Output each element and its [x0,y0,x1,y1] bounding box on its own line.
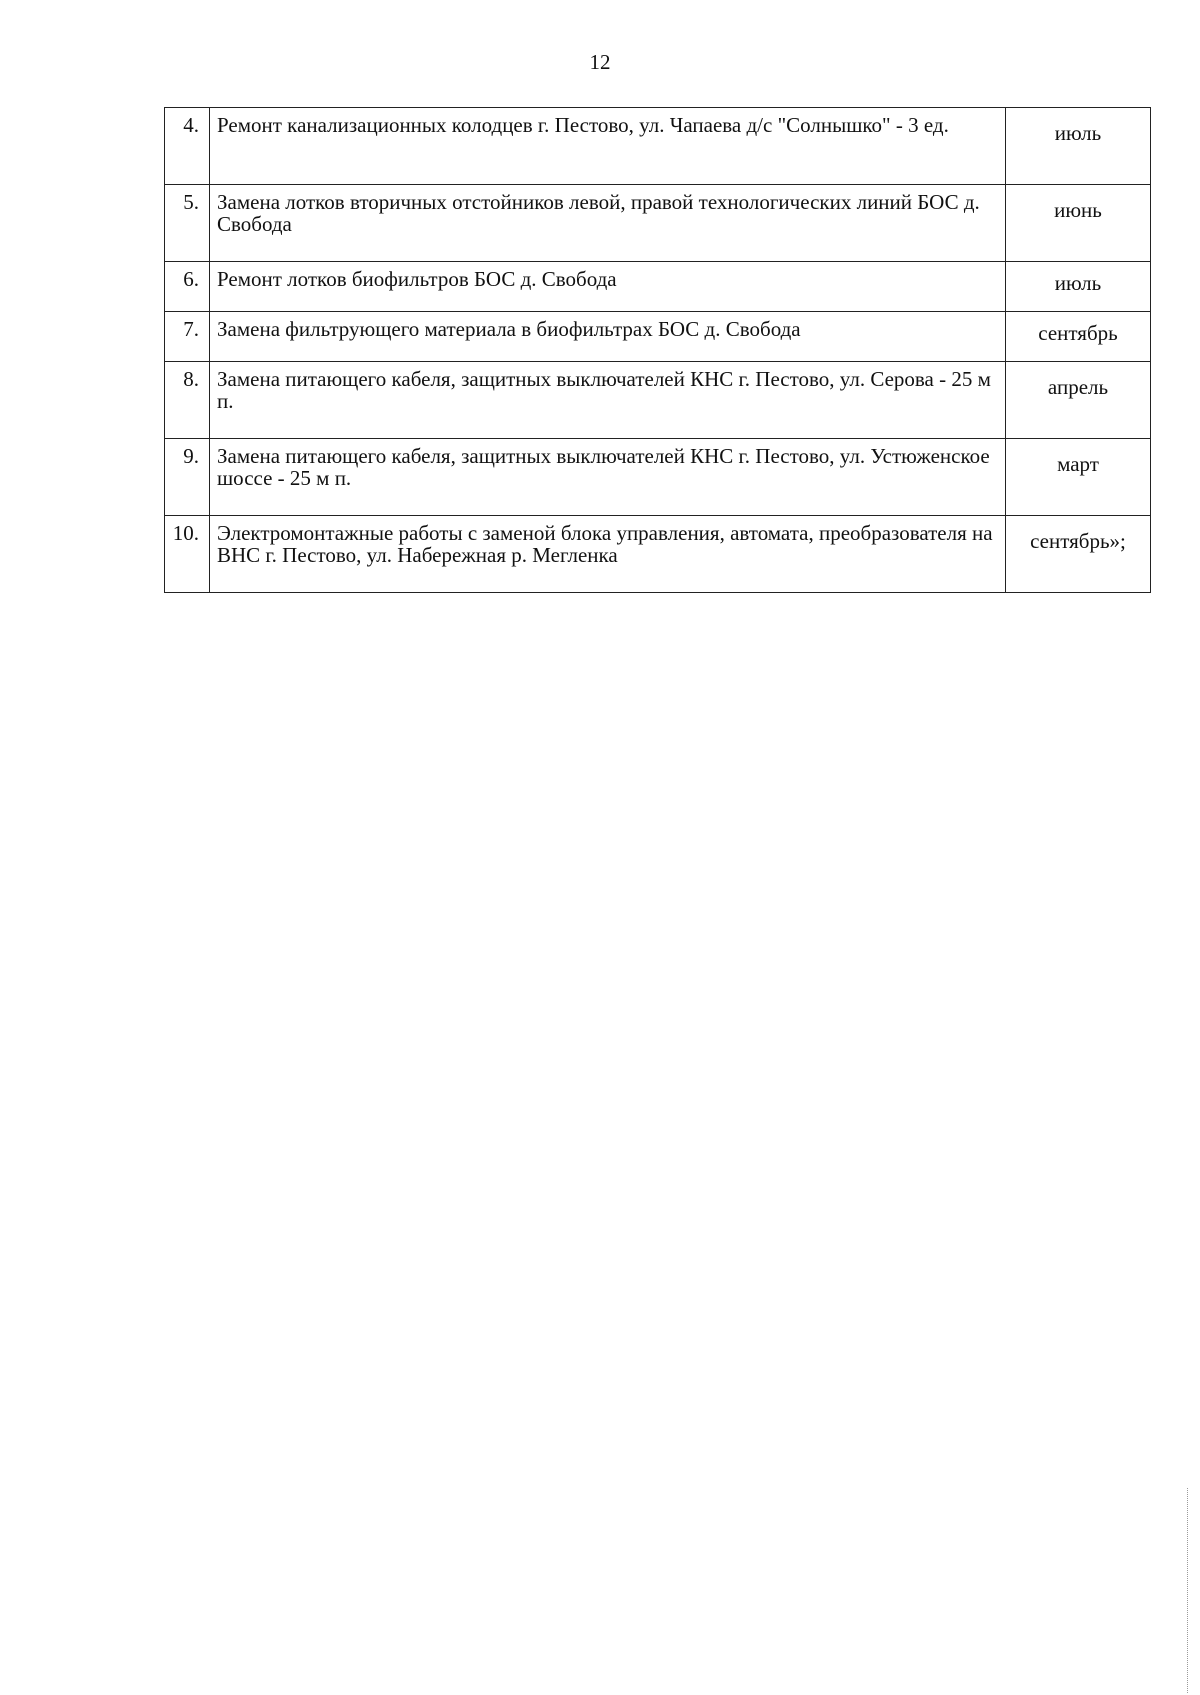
table-row [165,439,1151,516]
row-month: июль [1006,108,1151,185]
scan-edge-mark [1187,1488,1188,1693]
row-number: 7. [165,312,210,362]
table-row [165,312,1151,362]
row-number: 6. [165,262,210,312]
row-description: Замена питающего кабеля, защитных выключателей КНС г. Пестово, ул. Серова - 25 м п. [210,362,1006,439]
table-row [165,516,1151,593]
page-number: 12 [589,50,611,74]
row-description: Ремонт лотков биофильтров БОС д. Свобода [210,262,1006,312]
row-description: Замена питающего кабеля, защитных выключателей КНС г. Пестово, ул. Устюженское шоссе - 25 м п. [210,439,1006,516]
row-number: 8. [165,362,210,439]
table-row [165,108,1151,185]
works-table [164,107,1151,593]
row-description: Электромонтажные работы с заменой блока управления, автомата, преобразователя на ВНС г. Пестово, ул. Набережная р. Мегленка [210,516,1006,593]
row-number: 4. [165,108,210,185]
row-month: сентябрь [1006,312,1151,362]
row-month: сентябрь»; [1006,516,1151,593]
row-month: март [1006,439,1151,516]
row-description: Замена лотков вторичных отстойников левой, правой технологических линий БОС д. Свобода [210,185,1006,262]
table-row [165,362,1151,439]
row-number: 9. [165,439,210,516]
table-row [165,262,1151,312]
row-month: июнь [1006,185,1151,262]
row-number: 5. [165,185,210,262]
row-number: 10. [165,516,210,593]
row-month: июль [1006,262,1151,312]
row-description: Замена фильтрующего материала в биофильтрах БОС д. Свобода [210,312,1006,362]
row-month: апрель [1006,362,1151,439]
row-description: Ремонт канализационных колодцев г. Пестово, ул. Чапаева д/с "Солнышко" - 3 ед. [210,108,1006,185]
table-row [165,185,1151,262]
